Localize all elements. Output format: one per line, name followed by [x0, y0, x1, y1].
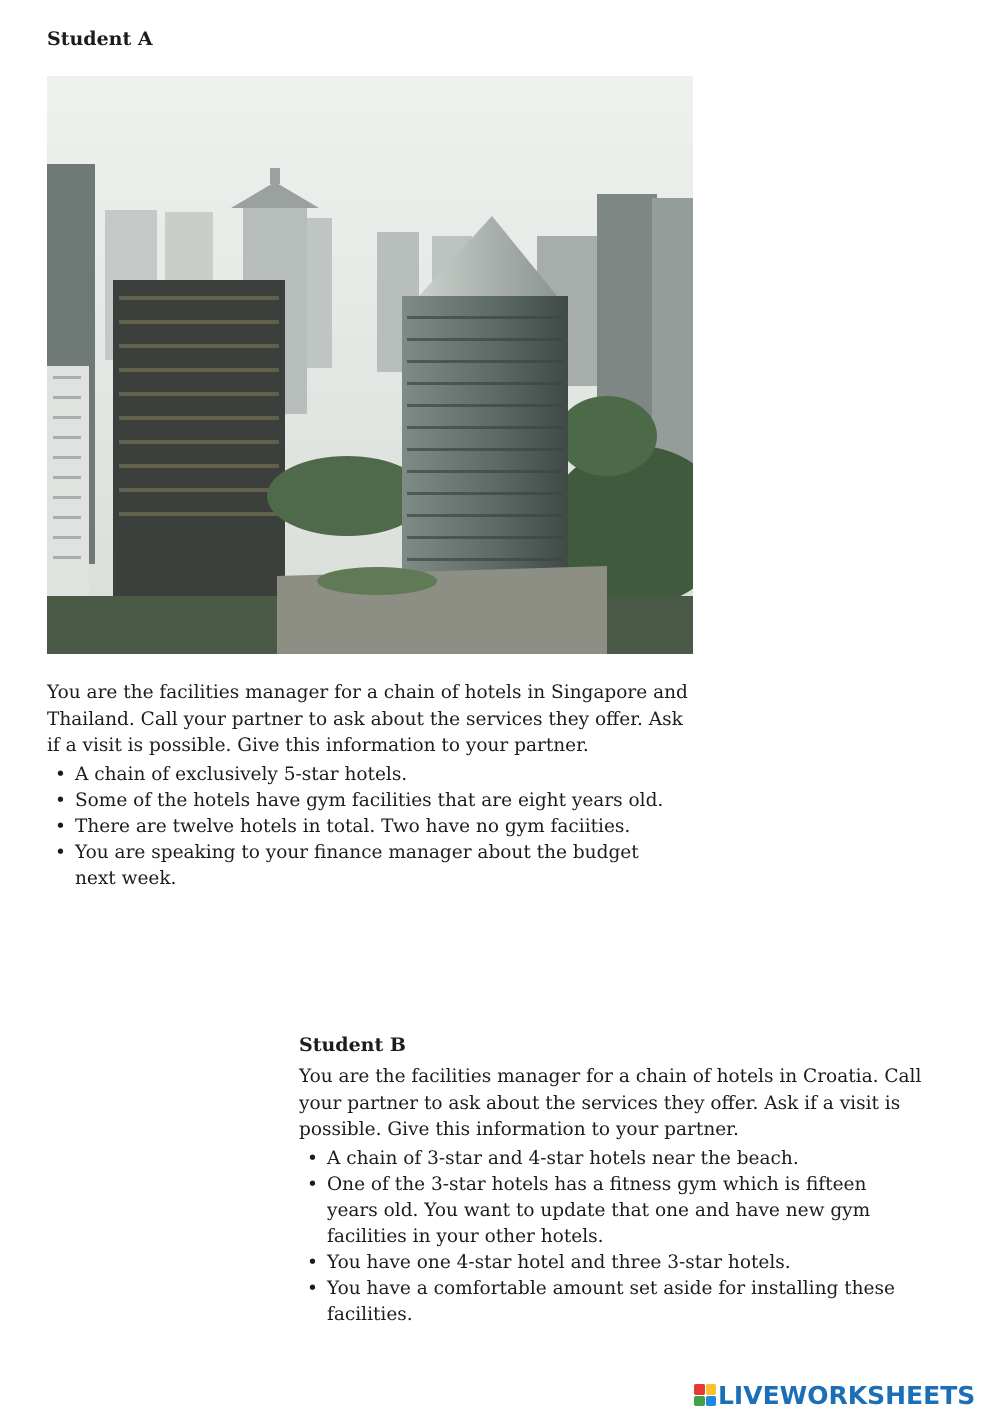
- bullet-icon: •: [55, 789, 66, 811]
- list-item: • A chain of 3-star and 4-star hotels near the beach.: [299, 1146, 959, 1172]
- student-b-bullet-list: [299, 1146, 959, 1328]
- student-a-heading: Student A: [47, 28, 153, 50]
- bullet-icon: •: [307, 1251, 318, 1273]
- bullet-icon: •: [55, 763, 66, 785]
- liveworksheets-logo-icon: [694, 1384, 716, 1406]
- list-item: • One of the 3-star hotels has a fitness gym which is fifteen years old. You want to update that one and have new gym facilities in your other hotels.: [307, 1173, 871, 1247]
- student-b-heading: Student B: [299, 1034, 406, 1056]
- bullet-icon: •: [307, 1173, 318, 1195]
- list-item: • There are twelve hotels in total. Two have no gym faciities.: [47, 814, 697, 840]
- list-item: • Some of the hotels have gym facilities that are eight years old.: [47, 788, 697, 814]
- student-a-bullet-list: [47, 762, 697, 892]
- list-item: • You have one 4-star hotel and three 3-star hotels.: [299, 1250, 959, 1276]
- bullet-icon: •: [55, 841, 66, 863]
- city-skyline-photo: [47, 76, 693, 654]
- student-a-section: [47, 680, 697, 892]
- bullet-icon: •: [55, 815, 66, 837]
- list-item: • You have a comfortable amount set aside for installing these facilities.: [307, 1277, 895, 1325]
- student-a-intro: You are the facilities manager for a chain of hotels in Singapore and Thailand. Call your partner to ask about the services they offer. Ask if a visit is possible. Give this information to your partner.: [47, 682, 688, 756]
- liveworksheets-logo-text: LIVEWORKSHEETS: [718, 1380, 976, 1410]
- student-b-intro: You are the facilities manager for a chain of hotels in Croatia. Call your partner to ask about the services they offer. Ask if a visit is possible. Give this information to your partner.: [299, 1066, 922, 1140]
- liveworksheets-logo: [694, 1378, 975, 1412]
- list-item: • A chain of exclusively 5-star hotels.: [47, 762, 697, 788]
- bullet-icon: •: [307, 1277, 318, 1299]
- student-b-section: [299, 1034, 959, 1328]
- bullet-icon: •: [307, 1147, 318, 1169]
- list-item: • You are speaking to your finance manager about the budget next week.: [55, 841, 639, 889]
